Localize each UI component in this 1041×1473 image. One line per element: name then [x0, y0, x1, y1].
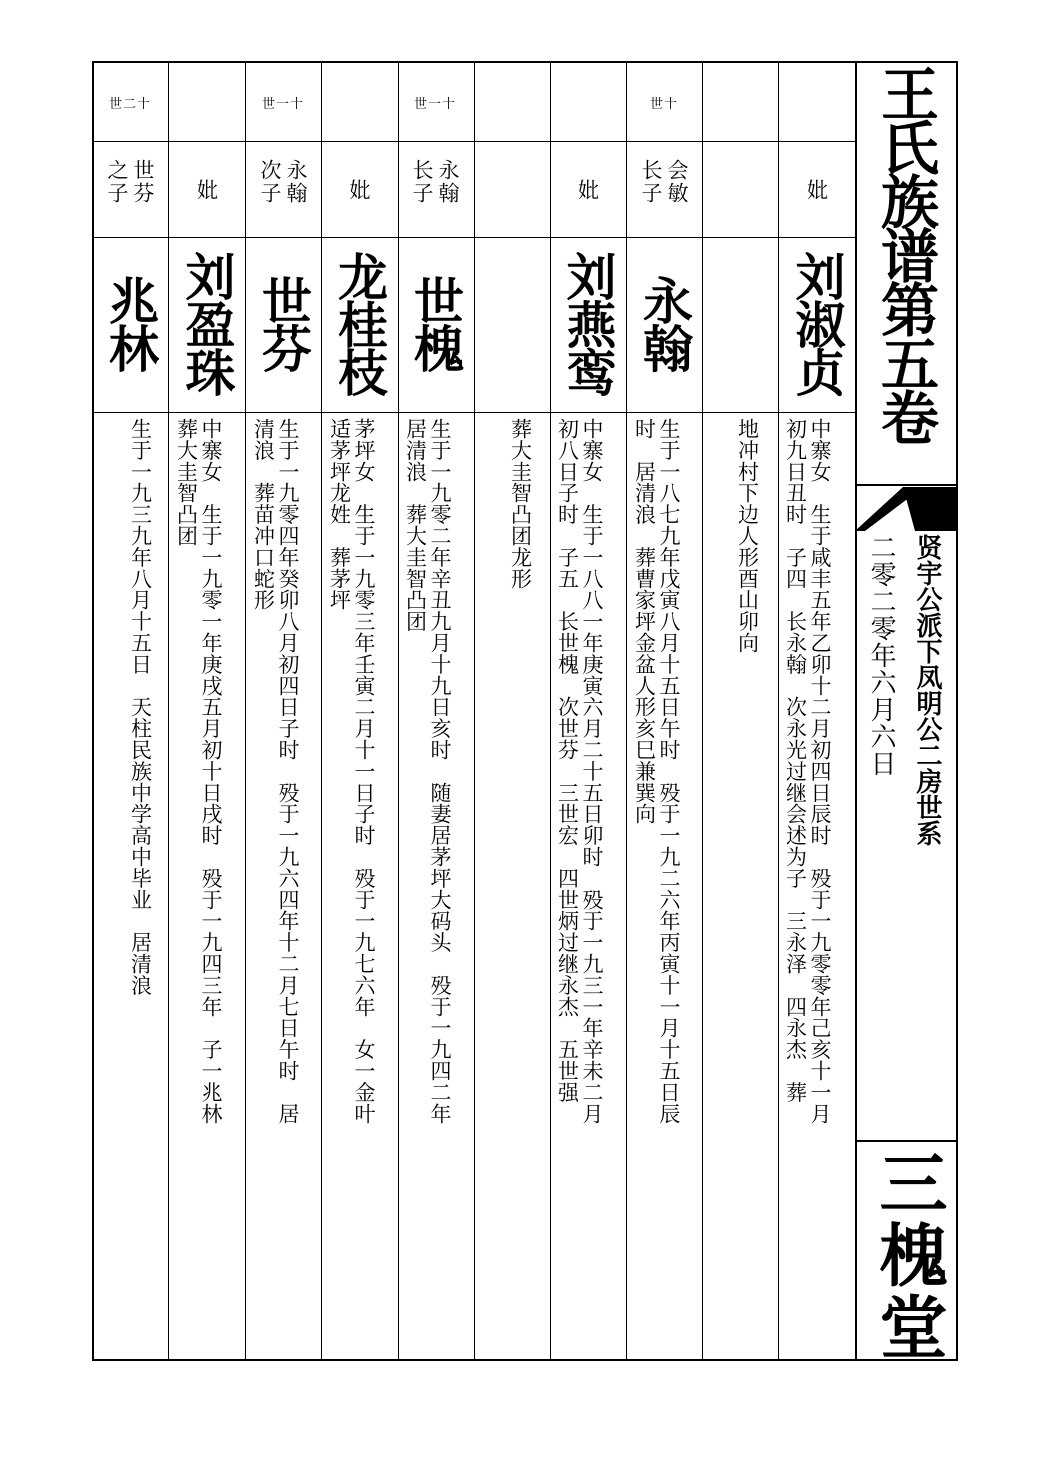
generation-cell — [626, 63, 702, 141]
name-cell — [321, 237, 397, 409]
name-cell — [778, 237, 855, 409]
person-name: 兆林 — [101, 275, 160, 371]
hall-name: 三槐堂 — [868, 1148, 948, 1364]
book-subtitle: 贤宇公派下凤明公二房世系 — [912, 534, 942, 846]
biography-text: 中寨女 生于咸丰五年乙卯十二月初四日辰时 殁于一九零零年己亥十一月 初九日丑时 子四 长永翰 次永光过继会述为子 三永泽 四永杰 葬 — [783, 418, 832, 1125]
generation-cell — [245, 63, 321, 141]
relation-cell — [778, 142, 855, 236]
name-cell — [245, 237, 321, 409]
relation-label: 世芬 之子 — [105, 159, 155, 205]
biography-text: 生于一八七九年戊寅八月十五日午时 殁于一九二六年丙寅十一月十五日辰 时 居清浪 葬曹家坪金盆人形亥巳兼巽向 — [632, 418, 681, 1125]
column-divider — [474, 63, 475, 1359]
generation-label: 世一十 — [261, 96, 304, 112]
relation-label: 永翰 次子 — [258, 159, 308, 205]
person-name: 刘淑贞 — [787, 251, 847, 395]
biography-text: 生于一九三九年八月十五日 天柱民族中学高中毕业 居清浪 — [128, 418, 153, 996]
name-cell — [168, 237, 245, 409]
relation-label: 妣 — [347, 178, 371, 200]
column-divider — [702, 63, 703, 1359]
name-cell — [626, 237, 702, 409]
generation-label: 世十 — [649, 96, 678, 112]
generation-cell — [397, 63, 473, 141]
person-name: 世芬 — [254, 275, 313, 371]
relation-label: 妣 — [804, 178, 829, 200]
relation-label: 会敏 长子 — [639, 159, 689, 205]
generation-cell — [92, 63, 168, 141]
relation-label: 妣 — [575, 178, 600, 200]
person-name: 龙桂枝 — [330, 251, 389, 395]
relation-label: 妣 — [194, 178, 219, 200]
biography-text: 中寨女 生于一八八一年庚寅六月二十五日卯时 殁于一九三一年辛未二月 初八日子时 子五 长世槐 次世芬 三世宏 四世炳过继永杰 五世强 — [555, 418, 604, 1125]
relation-cell — [321, 142, 397, 236]
biography-text: 地冲村下边人形酉山卯向 — [735, 418, 760, 654]
person-name: 刘盈珠 — [177, 251, 237, 395]
name-cell — [549, 237, 626, 409]
title-rule — [855, 484, 958, 486]
title-panel-divider — [855, 63, 857, 1359]
person-name: 刘燕鸾 — [558, 251, 618, 395]
book-title: 王氏族谱第五卷 — [871, 64, 939, 442]
relation-cell — [626, 142, 702, 236]
relation-cell — [92, 142, 168, 236]
banner-triangle-icon — [855, 487, 958, 531]
biography-text: 茅坪女 生于一九零三年壬寅二月十一日子时 殁于一九七六年 女一金叶 适茅坪龙姓 葬茅坪 — [327, 418, 376, 1125]
person-name: 永翰 — [635, 275, 694, 371]
relation-cell — [168, 142, 245, 236]
title-rule — [855, 1140, 958, 1142]
relation-cell — [397, 142, 473, 236]
book-date: 二零二零年六月六日 — [866, 534, 896, 777]
relation-cell — [245, 142, 321, 236]
relation-label: 永翰 长子 — [410, 159, 460, 205]
person-name: 世槐 — [406, 275, 465, 371]
biography-text: 葬大圭智凸团龙形 — [508, 418, 533, 590]
generation-label: 世一十 — [413, 96, 456, 112]
generation-label: 世二十 — [108, 96, 151, 112]
name-cell — [397, 237, 473, 409]
name-cell — [92, 237, 168, 409]
biography-text: 生于一九零二年辛丑九月十九日亥时 随妻居茅坪大码头 殁于一九四二年 居清浪 葬大圭智凸团 — [403, 418, 452, 1125]
row-divider — [94, 412, 856, 413]
biography-text: 生于一九零四年癸卯八月初四日子时 殁于一九六四年十二月七日午时 居 清浪 葬苗冲口蛇形 — [251, 418, 300, 1125]
relation-cell — [549, 142, 626, 236]
biography-text: 中寨女 生于一九零一年庚戌五月初十日戌时 殁于一九四三年 子一兆林 葬大圭智凸团 — [174, 418, 223, 1125]
